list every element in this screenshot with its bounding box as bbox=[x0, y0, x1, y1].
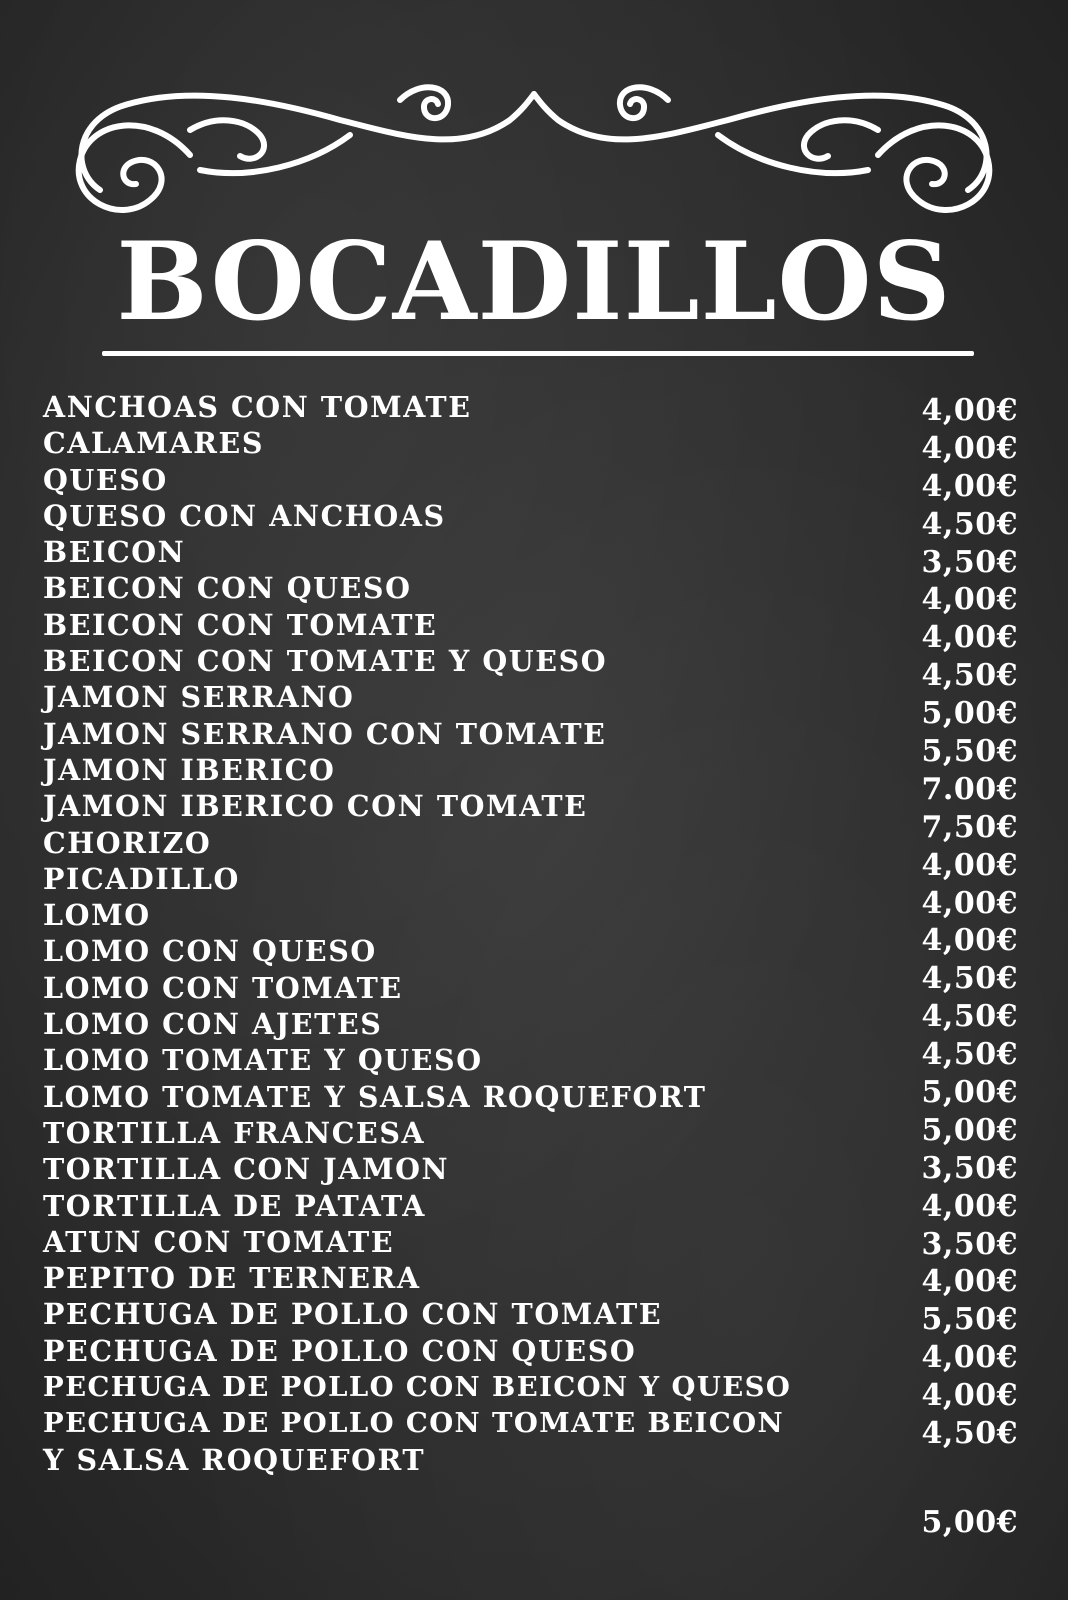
price: 7.00€ bbox=[921, 771, 1018, 807]
price: 3,50€ bbox=[921, 544, 1018, 580]
menu-item: Y SALSA ROQUEFORT bbox=[43, 1442, 426, 1477]
menu-item: TORTILLA FRANCESA bbox=[43, 1115, 426, 1150]
menu-item: JAMON SERRANO CON TOMATE bbox=[43, 716, 607, 751]
menu-item: LOMO bbox=[43, 898, 151, 933]
menu-item: LOMO TOMATE Y QUESO bbox=[43, 1043, 483, 1078]
menu-item: JAMON SERRANO bbox=[43, 680, 355, 715]
price: 5,00€ bbox=[921, 1505, 1018, 1540]
menu-item: BEICON CON TOMATE Y QUESO bbox=[43, 644, 608, 679]
menu-item: BEICON CON TOMATE bbox=[43, 607, 438, 642]
menu-item: CALAMARES bbox=[43, 426, 264, 461]
price: 4,00€ bbox=[921, 620, 1018, 656]
menu-item: BEICON bbox=[43, 535, 186, 570]
menu-item: CHORIZO bbox=[43, 825, 212, 860]
menu-item: JAMON IBERICO CON TOMATE bbox=[43, 789, 588, 824]
menu-item: BEICON CON QUESO bbox=[43, 571, 412, 606]
scroll-ornament-icon bbox=[40, 60, 1028, 240]
price: 4,50€ bbox=[921, 961, 1018, 997]
price: 5,50€ bbox=[921, 1302, 1018, 1338]
menu-item: QUESO CON ANCHOAS bbox=[43, 498, 446, 533]
price: 4,00€ bbox=[921, 1378, 1018, 1414]
price: 4,50€ bbox=[921, 1037, 1018, 1073]
price: 5,00€ bbox=[921, 696, 1018, 732]
menu-item: PECHUGA DE POLLO CON BEICON Y QUESO bbox=[43, 1371, 792, 1404]
menu-item: PICADILLO bbox=[43, 861, 240, 896]
menu-item: ATUN CON TOMATE bbox=[43, 1224, 395, 1259]
price: 7,50€ bbox=[921, 809, 1018, 845]
menu-item: TORTILLA DE PATATA bbox=[43, 1188, 426, 1223]
menu-item: LOMO CON TOMATE bbox=[43, 970, 403, 1005]
price: 4,00€ bbox=[921, 393, 1018, 428]
price: 4,50€ bbox=[921, 999, 1018, 1035]
menu-item: PECHUGA DE POLLO CON TOMATE BEICON bbox=[43, 1407, 784, 1440]
menu-item: LOMO TOMATE Y SALSA ROQUEFORT bbox=[43, 1079, 707, 1114]
price-list bbox=[922, 392, 1018, 1453]
menu-item: PECHUGA DE POLLO CON QUESO bbox=[43, 1333, 637, 1368]
price: 3,50€ bbox=[921, 1226, 1018, 1262]
price: 5,00€ bbox=[921, 1075, 1018, 1111]
menu-item: QUESO bbox=[43, 462, 168, 497]
price: 4,00€ bbox=[921, 1188, 1018, 1224]
menu-item: TORTILLA CON JAMON bbox=[43, 1152, 450, 1187]
menu-item: ANCHOAS CON TOMATE bbox=[43, 390, 472, 424]
price: 5,00€ bbox=[921, 1112, 1018, 1148]
price: 4,00€ bbox=[921, 1340, 1018, 1376]
price: 4,00€ bbox=[921, 582, 1018, 618]
price: 4,00€ bbox=[921, 847, 1018, 883]
menu-item: JAMON IBERICO bbox=[43, 752, 336, 787]
page-title: BOCADILLOS bbox=[116, 219, 952, 345]
price: 5,50€ bbox=[921, 734, 1018, 770]
price: 4,00€ bbox=[921, 468, 1018, 504]
price: 3,50€ bbox=[921, 1150, 1018, 1186]
price: 4,00€ bbox=[921, 1264, 1018, 1300]
price: 4,00€ bbox=[921, 885, 1018, 921]
price: 4,00€ bbox=[921, 430, 1018, 466]
menu-item-list bbox=[43, 389, 791, 1478]
price: 4,50€ bbox=[921, 506, 1018, 542]
price: 4,50€ bbox=[921, 658, 1018, 694]
menu-item: PEPITO DE TERNERA bbox=[43, 1261, 421, 1296]
menu-item: PECHUGA DE POLLO CON TOMATE bbox=[43, 1297, 663, 1332]
title-underline bbox=[102, 351, 974, 356]
menu-item: LOMO CON QUESO bbox=[43, 934, 377, 969]
price: 4,50€ bbox=[921, 1416, 1018, 1452]
price: 4,00€ bbox=[921, 923, 1018, 959]
menu-item: LOMO CON AJETES bbox=[43, 1007, 383, 1042]
